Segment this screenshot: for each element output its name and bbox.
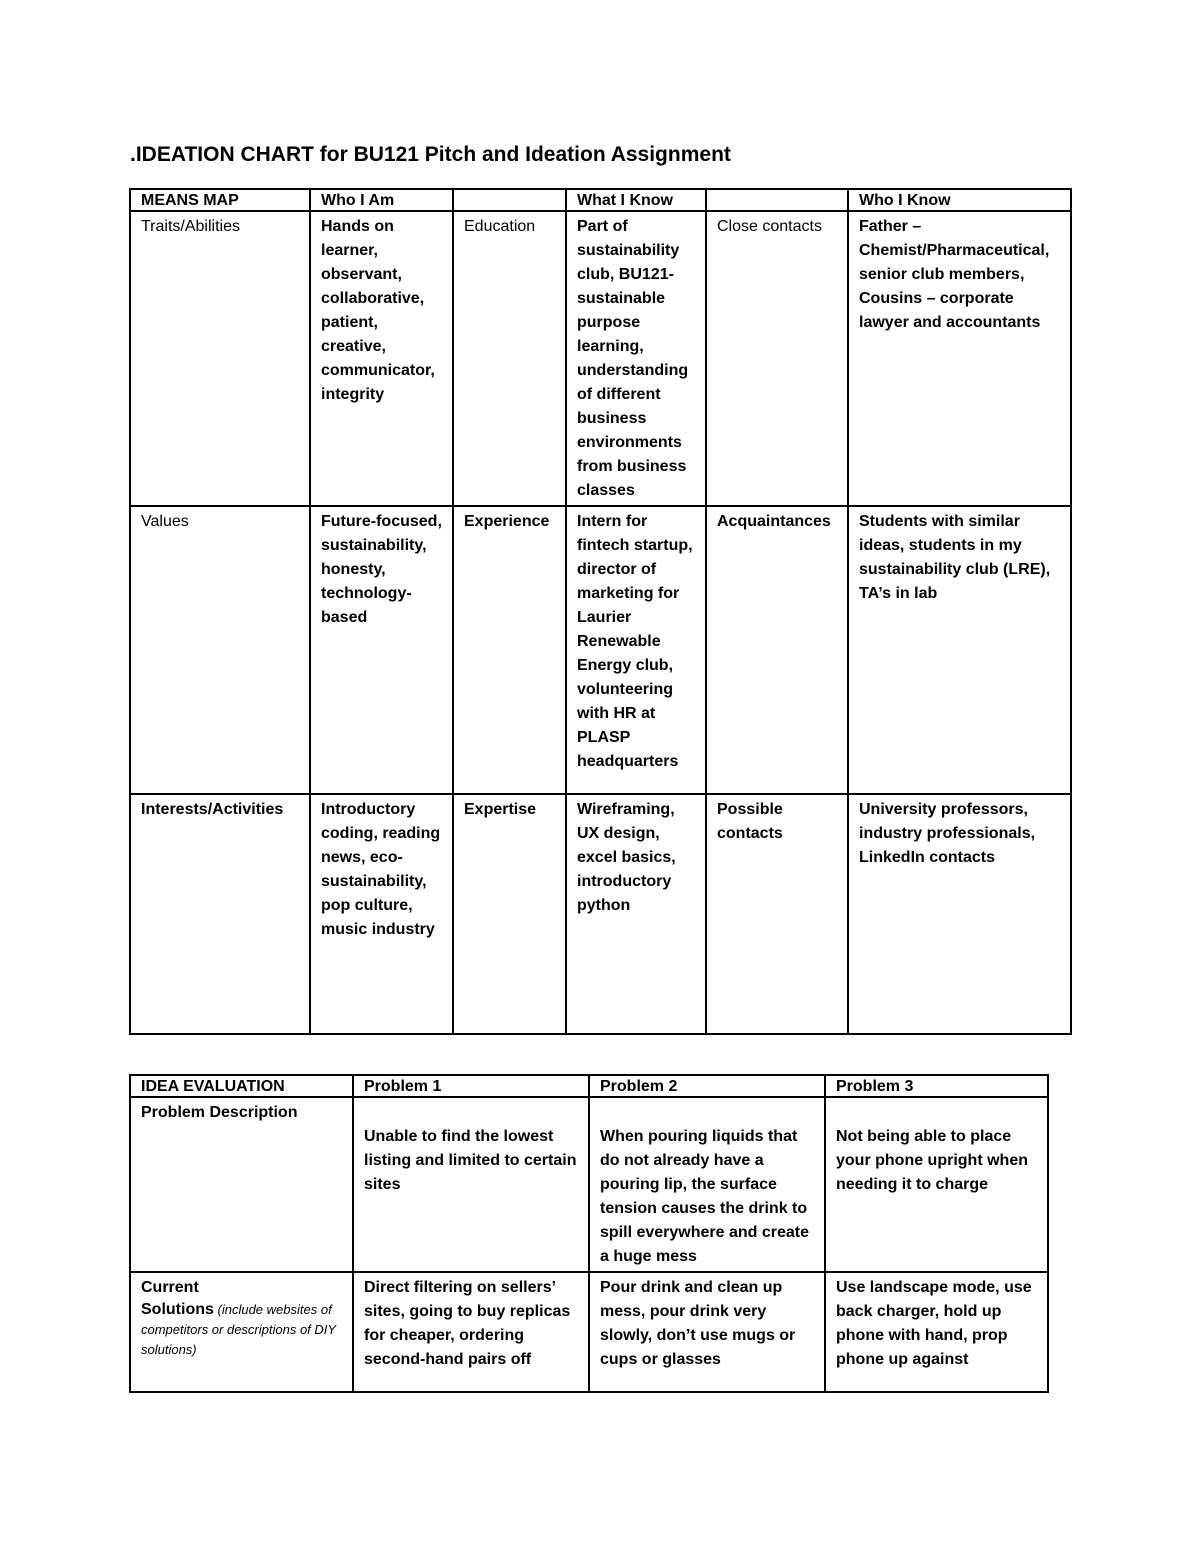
- contact-label-close: Close contacts: [706, 211, 848, 506]
- what-i-know-education: Part of sustainability club, BU121-sustainable purpose learning, understanding of different business environments from business classes: [566, 211, 706, 506]
- problem-3-description: Not being able to place your phone upright when needing it to charge: [836, 1128, 1028, 1193]
- contact-label-possible: Possible contacts: [706, 794, 848, 1034]
- who-i-know-acquaintances: Students with similar ideas, students in my sustainability club (LRE), TA’s in lab: [848, 506, 1071, 794]
- problem-2-solutions-cell: [589, 1272, 825, 1392]
- problem-1-solutions-cell: [353, 1272, 589, 1392]
- problem-2-solutions: Pour drink and clean up mess, pour drink very slowly, don’t use mugs or cups or glasses: [600, 1279, 796, 1368]
- means-row-values: [130, 506, 1071, 794]
- row-label-interests: Interests/Activities: [130, 794, 310, 1034]
- header-blank-1: [453, 189, 566, 211]
- know-label-expertise: Expertise: [453, 794, 566, 1034]
- row-label-traits: Traits/Abilities: [130, 211, 310, 506]
- means-row-traits: [130, 211, 1071, 506]
- header-blank-2: [706, 189, 848, 211]
- current-solutions-label-wrap: [141, 1300, 344, 1360]
- header-who-i-know: Who I Know: [848, 189, 1071, 211]
- row-label-values: Values: [130, 506, 310, 794]
- means-map-table: [129, 188, 1072, 1035]
- document-title: .IDEATION CHART for BU121 Pitch and Ideation Assignment: [130, 143, 731, 166]
- means-row-interests: [130, 794, 1071, 1034]
- who-i-am-traits: Hands on learner, observant, collaborative, patient, creative, communicator, integrity: [310, 211, 453, 506]
- problem-description-label: Problem Description: [130, 1097, 353, 1272]
- what-i-know-expertise: Wireframing, UX design, excel basics, introductory python: [566, 794, 706, 1034]
- eval-header-row: [130, 1075, 1048, 1097]
- problem-3-description-cell: [825, 1097, 1048, 1272]
- problem-2-description: When pouring liquids that do not already have a pouring lip, the surface tension causes the drink to spill everywhere and create a huge mess: [600, 1128, 809, 1265]
- header-means-map: MEANS MAP: [130, 189, 310, 211]
- idea-evaluation-table: [129, 1074, 1049, 1393]
- contact-label-acquaintances: Acquaintances: [706, 506, 848, 794]
- header-idea-evaluation: IDEA EVALUATION: [130, 1075, 353, 1097]
- header-what-i-know: What I Know: [566, 189, 706, 211]
- who-i-am-interests: Introductory coding, reading news, eco-sustainability, pop culture, music industry: [310, 794, 453, 1034]
- know-label-education: Education: [453, 211, 566, 506]
- who-i-know-close: Father – Chemist/Pharmaceutical, senior club members, Cousins – corporate lawyer and accountants: [848, 211, 1071, 506]
- problem-3-solutions-cell: [825, 1272, 1048, 1392]
- problem-3-solutions: Use landscape mode, use back charger, hold up phone with hand, prop phone up against: [836, 1279, 1032, 1368]
- problem-2-description-cell: [589, 1097, 825, 1272]
- current-solutions-label-cell: [130, 1272, 353, 1392]
- who-i-am-values: Future-focused, sustainability, honesty, technology-based: [310, 506, 453, 794]
- problem-1-description: Unable to find the lowest listing and limited to certain sites: [364, 1128, 577, 1193]
- header-problem-2: Problem 2: [589, 1075, 825, 1097]
- know-label-experience: Experience: [453, 506, 566, 794]
- who-i-know-possible: University professors, industry professionals, LinkedIn contacts: [848, 794, 1071, 1034]
- problem-1-description-cell: [353, 1097, 589, 1272]
- eval-row-problem-description: [130, 1097, 1048, 1272]
- means-map-header-row: [130, 189, 1071, 211]
- what-i-know-experience: Intern for fintech startup, director of marketing for Laurier Renewable Energy club, volunteering with HR at PLASP headquarters: [566, 506, 706, 794]
- header-who-i-am: Who I Am: [310, 189, 453, 211]
- header-problem-1: Problem 1: [353, 1075, 589, 1097]
- problem-1-solutions: Direct filtering on sellers’ sites, going to buy replicas for cheaper, ordering second-hand pairs off: [364, 1279, 571, 1368]
- current-solutions-note: (include websites of competitors or descriptions of DIY solutions): [141, 1302, 336, 1357]
- current-solutions-label-line2: Solutions: [141, 1301, 214, 1318]
- header-problem-3: Problem 3: [825, 1075, 1048, 1097]
- eval-row-current-solutions: [130, 1272, 1048, 1392]
- current-solutions-label-line1: Current: [141, 1279, 199, 1296]
